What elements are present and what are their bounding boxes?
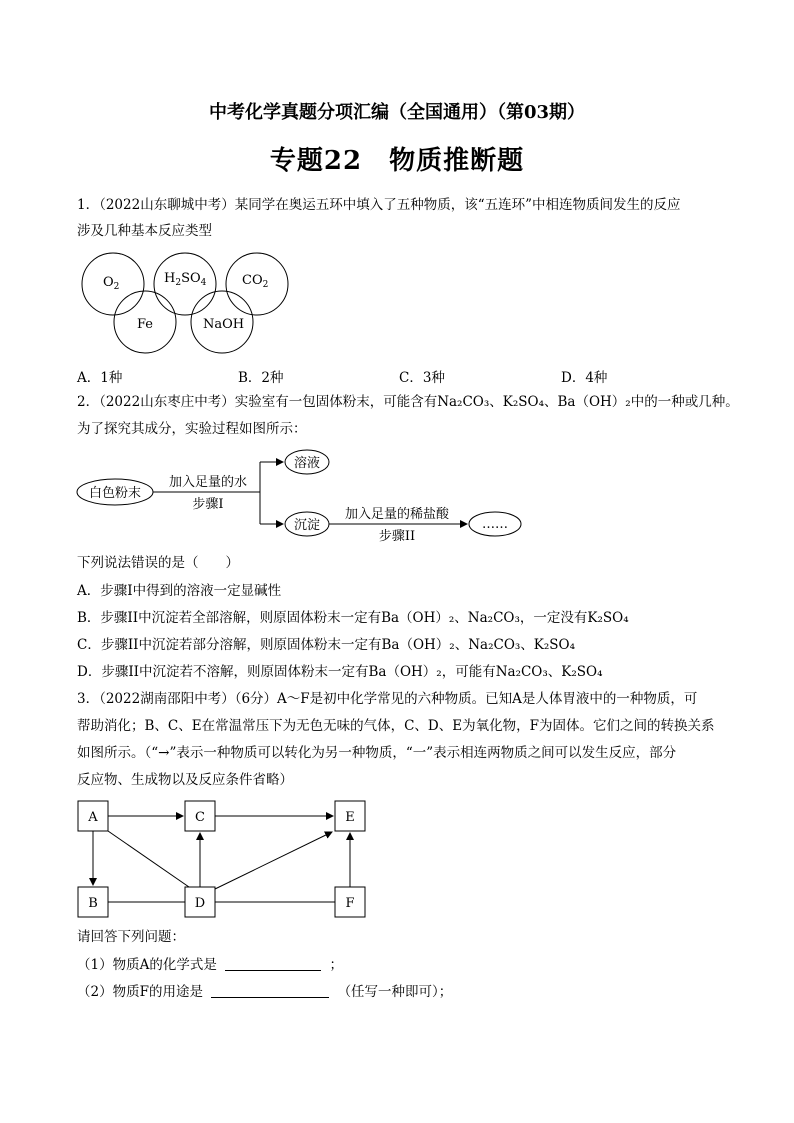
q2-option-d: D．步骤II中沉淀若不溶解，则原固体粉末一定有Ba（OH）₂，可能有Na₂CO₃、K₂SO₄	[77, 664, 603, 680]
box-f-label: F	[345, 896, 355, 911]
q2-option-b: B．步骤II中沉淀若全部溶解，则原固体粉末一定有Ba（OH）₂、Na₂CO₃，一定没有K₂SO₄	[77, 610, 629, 626]
q1-option-b: B．2种	[238, 370, 284, 386]
flow-label-step2: 步骤II	[378, 529, 416, 544]
q3-sub1-answer-blank[interactable]	[225, 956, 321, 971]
topic-title: 专题22 物质推断题	[269, 146, 525, 176]
q1-text-line1: 1．（2022山东聊城中考）某同学在奥运五环中填入了五种物质，该“五连环”中相连物质间发生的反应	[77, 197, 681, 213]
q3-prompt: 请回答下列问题：	[77, 929, 185, 945]
series-title: 中考化学真题分项汇编（全国通用）（第03期）	[208, 102, 586, 123]
box-d-label: D	[194, 896, 206, 911]
flow-label-solution: 溶液	[293, 456, 321, 471]
ring-co2-label: $CO_2$	[242, 273, 269, 290]
box-e-label: E	[345, 810, 355, 825]
q2-experiment-flow-diagram	[70, 445, 530, 550]
q3-text-line3: 如图所示。（“→”表示一种物质可以转化为另一种物质，“一”表示相连两物质之间可以发生反应，部分	[77, 745, 677, 761]
ring-h2so4-label: $H_2SO_4$	[164, 271, 207, 288]
q2-question: 下列说法错误的是（ ）	[77, 555, 239, 571]
q3-text-line2: 帮助消化；B、C、E在常温常压下为无色无味的气体，C、D、E为氧化物，F为固体。它们之间的转换关系	[77, 718, 715, 734]
link-a-d	[108, 831, 189, 887]
box-c-label: C	[195, 810, 205, 825]
q3-sub1	[77, 956, 727, 974]
q3-text-line1: 3．（2022湖南邵阳中考）（6分）A～F是初中化学常见的六种物质。已知A是人体胃液中的一种物质，可	[77, 691, 698, 707]
arrow-d-to-e	[215, 832, 332, 889]
q3-text-line4: 反应物、生成物以及反应条件省略）	[77, 772, 293, 788]
flow-label-step1-action: 加入足量的水	[168, 475, 248, 490]
box-b-label: B	[88, 896, 98, 911]
box-a-label: A	[88, 810, 98, 825]
q3-sub2-suffix: （任写一种即可）；	[337, 984, 453, 1000]
flow-label-step1: 步骤I	[192, 497, 224, 512]
flow-label-ellipsis: ……	[482, 517, 508, 532]
q1-text-line2: 涉及几种基本反应类型	[77, 223, 212, 239]
q2-text-line1: 2．（2022山东枣庄中考）实验室有一包固体粉末，可能含有Na₂CO₃、K₂SO₄、Ba（OH）₂中的一种或几种。	[77, 394, 739, 410]
q1-option-a: A．1种	[77, 370, 123, 386]
flow-label-step2-action: 加入足量的稀盐酸	[344, 507, 450, 522]
ring-fe-label: Fe	[137, 317, 154, 332]
ring-o2-label: $O_2$	[103, 275, 120, 292]
q2-option-a: A．步骤I中得到的溶液一定显碱性	[77, 583, 282, 599]
q2-option-c: C．步骤II中沉淀若部分溶解，则原固体粉末一定有Ba（OH）₂、Na₂CO₃、K₂SO₄	[77, 637, 576, 653]
q3-sub2	[77, 983, 727, 1001]
q3-transformation-diagram	[70, 795, 380, 925]
q3-sub2-text: （2）物质F的用途是	[77, 984, 203, 1000]
q1-option-d: D．4种	[561, 370, 608, 386]
q2-text-line2: 为了探究其成分，实验过程如图所示：	[77, 421, 307, 437]
q3-sub1-text: （1）物质A的化学式是	[77, 957, 217, 973]
q1-olympic-rings-diagram	[70, 252, 300, 362]
q1-option-c: C．3种	[399, 370, 445, 386]
ring-naoh-label: NaOH	[203, 317, 245, 332]
flow-label-white-powder: 白色粉末	[88, 486, 142, 501]
q3-sub2-answer-blank[interactable]	[211, 983, 329, 998]
flow-label-precipitate: 沉淀	[293, 518, 321, 533]
q3-sub1-suffix: ；	[329, 957, 343, 973]
